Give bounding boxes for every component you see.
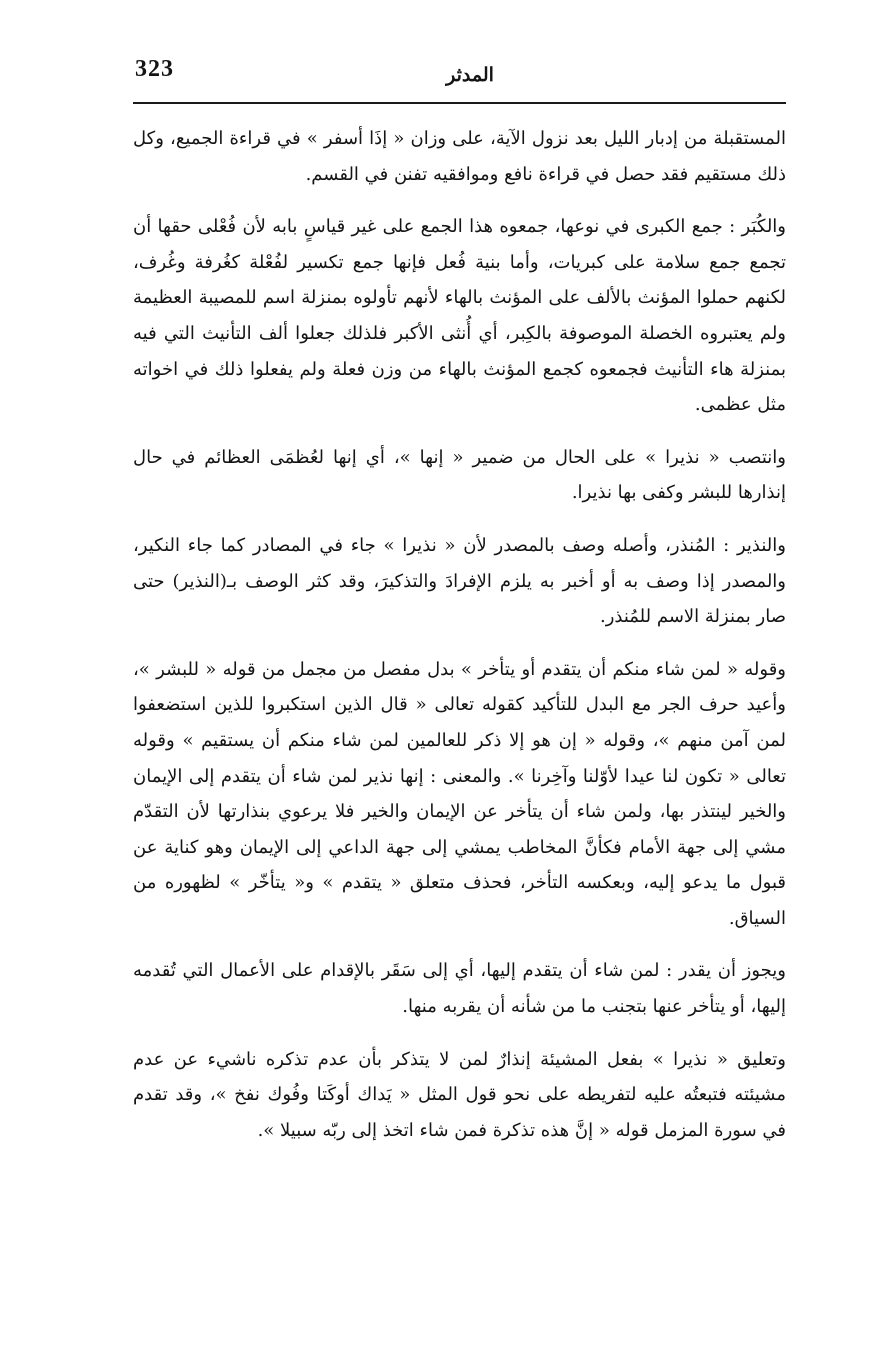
paragraph-3: وانتصب « نذيرا » على الحال من ضمير « إنها »، أي إنها لعُظمَى العظائم في حال إنذارها للبشر وكفى بها نذيرا. [133,446,786,504]
paragraph-5: وقوله « لمن شاء منكم أن يتقدم أو يتأخر » بدل مفصل من مجمل من قوله « للبشر »، وأعيد حرف الجر مع البدل للتأكيد كقوله تعالى « قال الذين استكبروا للذين استضعفوا لمن آمن منهم »، وقوله « إن هو إلا ذكر للعالمين لمن شاء منكم أن يستقيم » وقوله تعالى « تكون لنا عيدا لأوّلنا وآخِرنا ». والمعنى : إنها نذير لمن شاء أن يتقدم إلى الإيمان والخير لينتذر بها، ولمن شاء أن يتأخر عن الإيمان والخير فلا يرعوي بنذارتها لأن التقدّم مشي إلى جهة الأمام فكأنَّ المخاطب يمشي إلى جهة الداعي إلى الإيمان وهو كناية عن قبول ما يدعو إليه، وبعكسه التأخر، فحذف متعلق « يتقدم » و« يتأخّر » لظهوره من السياق. [133,658,786,929]
header-divider [133,102,786,104]
page-body [133,121,786,1165]
paragraph-2: والكُبَر : جمع الكبرى في نوعها، جمعوه هذا الجمع على غير قياسٍ بابه لأن فُعْلى حقها أن تجمع جمع سلامة على كبريات، وأما بنية فُعل فإنها جمع تكسير لفُعْلة كغُرفة وغُرف، لكنهم حملوا المؤنث بالألف على المؤنث بالهاء لأنهم تأولوه بمنزلة اسم للمصيبة العظيمة ولم يعتبروه الخصلة الموصوفة بالكِبر، أي أُنثى الأكبر فلذلك جعلوا ألف التأنيث التي فيه بمنزلة هاء التأنيث فجمعوه كجمع المؤنث بالهاء من وزن فعلة ولم يفعلوا ذلك في اخواته مثل عظمى. [133,216,786,416]
running-title: المدثر [446,64,494,86]
paragraph-7: وتعليق « نذيرا » بفعل المشيئة إنذارٌ لمن لا يتذكر بأن عدم تذكره ناشيء عن عدم مشيئته فتبعتُه عليه لتفريطه على نحو قول المثل « يَداك أوكَتا وفُوك نفخ »، وقد تقدم في سورة المزمل قوله « إنَّ هذه تذكرة فمن شاء اتخذ إلى ربّه سبيلا ». [133,1048,786,1141]
paragraph-1: المستقبلة من إدبار الليل بعد نزول الآية، على وزان « إذَا أسفر » في قراءة الجميع، وكل ذلك مستقيم فقد حصل في قراءة نافع وموافقيه تفنن في القسم. [133,128,786,185]
page-number: 323 [135,56,174,82]
paragraph-6: ويجوز أن يقدر : لمن شاء أن يتقدم إليها، أي إلى سَقَر بالإقدام على الأعمال التي تُقدمه إليها، أو يتأخر عنها بتجنب ما من شأنه أن يقربه منها. [133,960,786,1018]
paragraph-4: والنذير : المُنذر، وأصله وصف بالمصدر لأن « نذيرا » جاء في المصادر كما جاء النكير، والمصدر إذا وصف به أو أخبر به يلزم الإفرادَ والتذكيرَ، وقد كثر الوصف بـ(النذير) حتى صار بمنزلة الاسم للمُنذر. [133,534,786,628]
